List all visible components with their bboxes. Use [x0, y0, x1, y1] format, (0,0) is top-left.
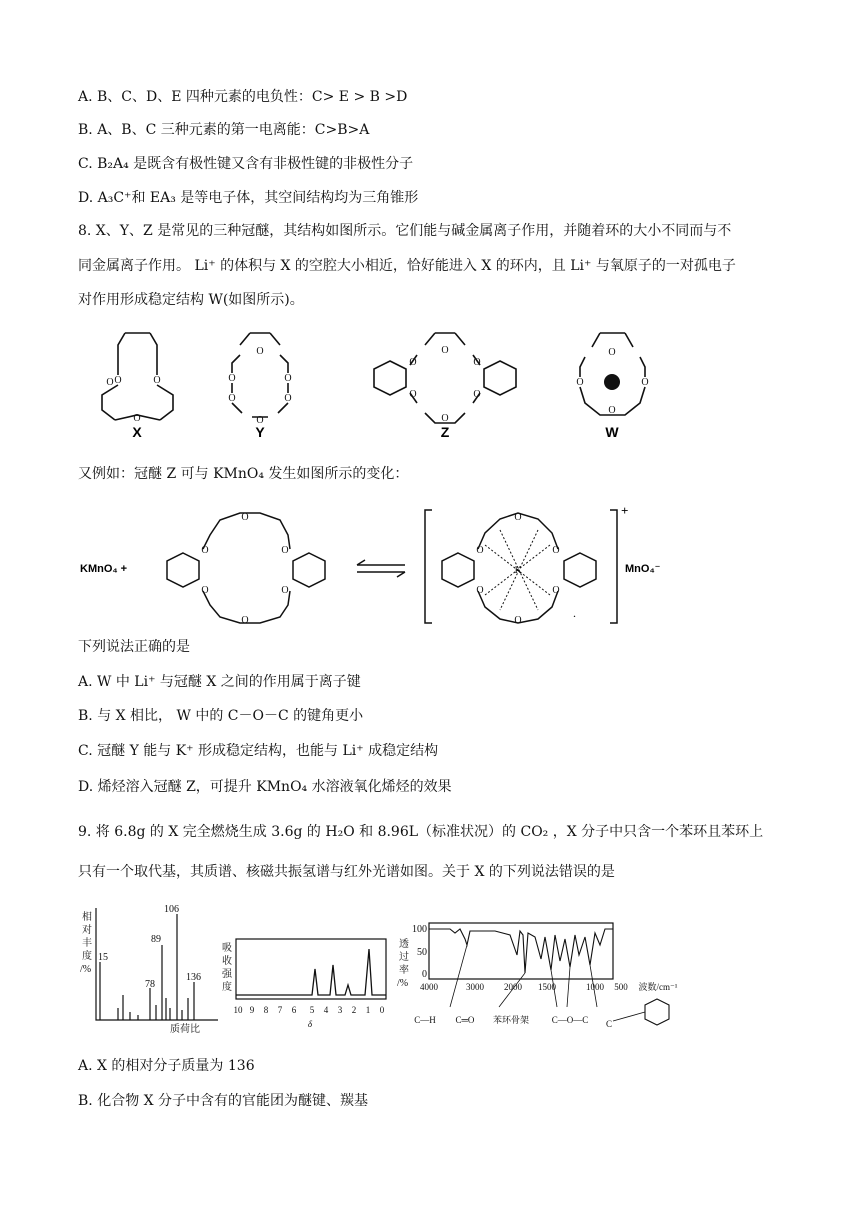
- product-anion: MnO₄⁻: [625, 563, 661, 575]
- q8-option-b: B. 与 X 相比， W 中的 C－O－C 的键角更小: [78, 708, 364, 724]
- svg-text:O: O: [201, 545, 209, 556]
- q7-option-b: B. A、B、C 三种元素的第一电离能：C>B>A: [78, 122, 370, 138]
- q8-option-a: A. W 中 Li⁺ 与冠醚 X 之间的作用属于离子键: [78, 674, 361, 690]
- label-z: Z: [440, 424, 450, 440]
- svg-text:收: 收: [222, 956, 232, 967]
- potassium-center: K: [514, 565, 522, 575]
- q9-stem-line1: 9. 将 6.8g 的 X 完全燃烧生成 3.6g 的 H₂O 和 8.96L（标准状况）的 CO₂ ，X 分子中只含一个苯环且苯环上: [78, 824, 764, 840]
- svg-text:δ: δ: [307, 1019, 313, 1029]
- q9-option-a: A. X 的相对分子质量为 136: [78, 1058, 255, 1074]
- svg-text:9: 9: [249, 1005, 255, 1015]
- q8-stem-line1: 8. X、Y、Z 是常见的三种冠醚，其结构如图所示。它们能与碱金属离子作用，并随着环的大小不同而与不: [78, 223, 732, 239]
- svg-text:0: 0: [422, 969, 427, 980]
- svg-text:O: O: [256, 415, 264, 426]
- svg-text:过: 过: [399, 952, 409, 963]
- ir-annot-co: C═O: [455, 1015, 475, 1025]
- svg-text:O: O: [552, 585, 560, 596]
- svg-text:3000: 3000: [466, 982, 484, 992]
- q9-option-b: B. 化合物 X 分子中含有的官能团为醚键、羰基: [78, 1093, 369, 1109]
- svg-text:C: C: [605, 1019, 613, 1029]
- nmr-spectrum: [220, 935, 395, 1035]
- svg-text:O: O: [284, 373, 292, 384]
- svg-text:0: 0: [379, 1005, 385, 1015]
- svg-text:O: O: [441, 413, 449, 424]
- ir-annot-benzene: 苯环骨架: [492, 1015, 530, 1025]
- svg-text:度: 度: [222, 982, 232, 993]
- svg-text:4000: 4000: [420, 982, 438, 992]
- ms-peak-136: 136: [186, 972, 201, 983]
- svg-text:O: O: [514, 512, 522, 523]
- svg-text:O: O: [133, 413, 141, 424]
- svg-text:透: 透: [399, 939, 409, 950]
- svg-text:吸: 吸: [222, 943, 232, 954]
- svg-text:O: O: [241, 512, 249, 523]
- svg-text:100: 100: [412, 924, 427, 935]
- svg-text:1: 1: [365, 1005, 371, 1015]
- svg-text:6: 6: [291, 1005, 297, 1015]
- svg-text:O: O: [256, 346, 264, 357]
- svg-text:8: 8: [263, 1005, 269, 1015]
- svg-text:O: O: [476, 545, 484, 556]
- svg-text:O: O: [514, 615, 522, 626]
- ir-spectrum: [395, 915, 695, 1035]
- benzene-ring-icon: [645, 999, 669, 1025]
- q7-option-c: C. B₂A₄ 是既含有极性键又含有非极性键的非极性分子: [78, 156, 414, 172]
- svg-text:度: 度: [82, 951, 92, 962]
- label-y: Y: [255, 424, 265, 440]
- svg-text:7: 7: [277, 1005, 283, 1015]
- svg-text:丰: 丰: [82, 938, 92, 949]
- svg-text:O: O: [473, 389, 481, 400]
- complex-charge: +: [621, 505, 629, 518]
- crown-ether-structures: [80, 325, 720, 440]
- label-w: W: [605, 424, 619, 440]
- svg-text:1000: 1000: [586, 982, 604, 992]
- q8-stem-line3: 对作用形成稳定结构 W(如图所示)。: [78, 292, 304, 308]
- structure-w: [580, 333, 645, 415]
- svg-text:O: O: [441, 345, 449, 356]
- svg-text:O: O: [281, 545, 289, 556]
- svg-text:相: 相: [82, 912, 92, 923]
- svg-text:O: O: [228, 393, 236, 404]
- mass-spectrum: [78, 900, 228, 1040]
- ms-peak-89: 89: [151, 934, 161, 945]
- q7-option-d: D. A₃C⁺和 EA₃ 是等电子体，其空间结构均为三角锥形: [78, 190, 419, 206]
- q8-ask: 下列说法正确的是: [78, 639, 190, 655]
- reaction-scheme: [80, 505, 680, 630]
- svg-text:O: O: [228, 373, 236, 384]
- label-x: X: [132, 424, 142, 440]
- svg-text:2: 2: [351, 1005, 357, 1015]
- svg-text:4: 4: [323, 1005, 329, 1015]
- svg-text:O: O: [409, 357, 417, 368]
- q8-stem-line2: 同金属离子作用。 Li⁺ 的体积与 X 的空腔大小相近，恰好能进入 X 的环内，且 Li⁺ 与氧原子的一对孤电子: [78, 258, 736, 274]
- svg-text:O: O: [409, 389, 417, 400]
- svg-text:O: O: [281, 585, 289, 596]
- svg-text:O: O: [201, 585, 209, 596]
- svg-text:O: O: [552, 545, 560, 556]
- svg-text:O: O: [153, 375, 161, 386]
- svg-text:500: 500: [614, 982, 628, 992]
- svg-text:.: .: [573, 606, 576, 620]
- svg-text:O: O: [476, 585, 484, 596]
- svg-text:O: O: [576, 377, 584, 388]
- svg-text:O: O: [608, 347, 616, 358]
- svg-text:10: 10: [233, 1005, 243, 1015]
- ir-annot-ch: C—H: [414, 1015, 436, 1025]
- svg-text:对: 对: [82, 925, 92, 936]
- lithium-ion-dot: [604, 374, 620, 390]
- svg-text:O: O: [641, 377, 649, 388]
- svg-text:波数/cm⁻¹: 波数/cm⁻¹: [638, 982, 678, 992]
- ms-peak-78: 78: [145, 979, 155, 990]
- svg-text:/%: /%: [397, 978, 409, 989]
- ms-peak-106: 106: [164, 904, 179, 915]
- q8-option-c: C. 冠醚 Y 能与 K⁺ 形成稳定结构，也能与 Li⁺ 成稳定结构: [78, 743, 439, 759]
- svg-text:O: O: [114, 375, 122, 386]
- svg-text:O: O: [608, 405, 616, 416]
- svg-text:50: 50: [417, 947, 427, 958]
- reactant-label: KMnO₄ +: [80, 563, 128, 575]
- q8-example: 又例如：冠醚 Z 可与 KMnO₄ 发生如图所示的变化：: [78, 466, 409, 482]
- svg-text:2000: 2000: [504, 982, 522, 992]
- svg-text:5: 5: [309, 1005, 315, 1015]
- svg-text:O: O: [106, 377, 114, 388]
- svg-text:1500: 1500: [538, 982, 556, 992]
- ir-annot-coc: C—O—C: [551, 1015, 589, 1025]
- svg-text:O: O: [241, 615, 249, 626]
- svg-text:3: 3: [337, 1005, 343, 1015]
- svg-text:强: 强: [222, 969, 232, 980]
- svg-text:/%: /%: [80, 964, 92, 975]
- ms-peak-15: 15: [98, 952, 108, 963]
- svg-text:O: O: [284, 393, 292, 404]
- q8-option-d: D. 烯烃溶入冠醚 Z，可提升 KMnO₄ 水溶液氧化烯烃的效果: [78, 779, 452, 795]
- q9-stem-line2: 只有一个取代基，其质谱、核磁共振氢谱与红外光谱如图。关于 X 的下列说法错误的是: [78, 864, 615, 880]
- q7-option-a: A. B、C、D、E 四种元素的电负性：C> E > B >D: [78, 89, 408, 105]
- ms-xlabel: 质荷比: [170, 1024, 200, 1035]
- svg-text:率: 率: [399, 965, 409, 976]
- svg-text:O: O: [473, 357, 481, 368]
